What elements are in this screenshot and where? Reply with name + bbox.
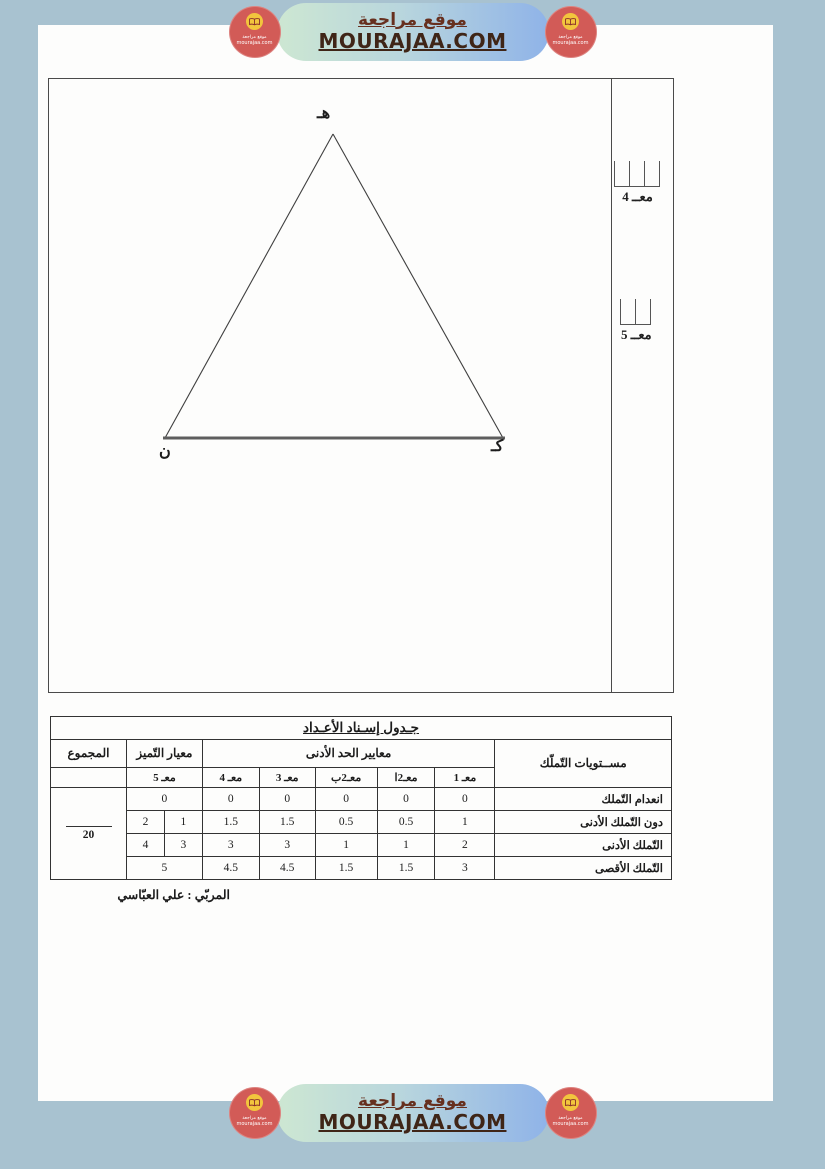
site-name-arabic: موقع مراجعة <box>358 1090 467 1111</box>
table-cell: 1.5 <box>315 857 377 880</box>
table-cell: 0 <box>435 788 495 811</box>
site-logo <box>545 1087 597 1139</box>
site-logo <box>545 6 597 58</box>
site-domain-link[interactable]: MOURAJAA.COM <box>318 1110 507 1135</box>
table-cell: 4.5 <box>202 857 259 880</box>
table-cell: 3 <box>435 857 495 880</box>
subheader-crit-4: معـ 4 <box>202 768 259 788</box>
score-box[interactable] <box>644 161 660 187</box>
table-cell: 0 <box>202 788 259 811</box>
vertex-label-bottom-left: ن <box>159 443 171 460</box>
table-cell: 4.5 <box>259 857 315 880</box>
book-icon <box>246 13 263 30</box>
vertex-label-bottom-right: كـ <box>491 438 504 455</box>
header-total: المجموع <box>51 740 127 768</box>
score-label-crit-4: معــ 4 <box>622 189 653 204</box>
table-cell: 0.5 <box>315 811 377 834</box>
table-cell: 2 <box>435 834 495 857</box>
total-value: 20 <box>82 829 95 841</box>
site-title-pill <box>277 3 549 61</box>
triangle-figure <box>49 79 611 692</box>
score-box[interactable] <box>635 299 651 325</box>
table-cell: 3 <box>202 834 259 857</box>
score-cells[interactable] <box>615 161 660 187</box>
site-title-pill <box>277 1084 549 1142</box>
subheader-total-blank <box>51 768 127 788</box>
table-cell: 1.5 <box>259 811 315 834</box>
site-logo <box>229 1087 281 1139</box>
logo-site-domain: mourajaa.com <box>236 1121 273 1128</box>
footer-banner <box>0 1084 825 1142</box>
header-min-criteria: معايير الحد الأدنى <box>202 740 494 768</box>
score-cells[interactable] <box>621 299 651 325</box>
row-label-no-mastery: انعدام التّملك <box>495 788 672 811</box>
logo-site-name: موقع مراجعة <box>558 35 583 40</box>
subheader-crit-2b: معـ2ب <box>315 768 377 788</box>
table-cell: 0 <box>315 788 377 811</box>
score-box[interactable] <box>620 299 636 325</box>
table-cell: 1 <box>315 834 377 857</box>
score-box[interactable] <box>614 161 630 187</box>
total-score-cell <box>51 788 127 880</box>
logo-site-name: موقع مراجعة <box>242 1116 267 1121</box>
table-cell: 1 <box>377 834 435 857</box>
table-cell: 3 <box>259 834 315 857</box>
table-cell: 1.5 <box>202 811 259 834</box>
table-cell: 0.5 <box>377 811 435 834</box>
total-blank-line <box>66 826 112 827</box>
site-name-arabic: موقع مراجعة <box>358 9 467 30</box>
logo-site-domain: mourajaa.com <box>552 40 589 47</box>
vertex-label-top: هـ <box>317 105 331 122</box>
header-banner <box>0 3 825 61</box>
table-cell: 1 <box>435 811 495 834</box>
table-cell: 0 <box>126 788 202 811</box>
subheader-crit-5: معـ 5 <box>126 768 202 788</box>
table-cell: 1 <box>164 811 202 834</box>
subheader-crit-2a: معـ2ا <box>377 768 435 788</box>
score-box[interactable] <box>629 161 645 187</box>
row-label-minimum-mastery: التّملك الأدنى <box>495 834 672 857</box>
score-boxes-crit-5 <box>621 299 652 343</box>
table-cell: 5 <box>126 857 202 880</box>
table-title: جـدول إسـناد الأعـداد <box>51 717 672 740</box>
row-label-maximum-mastery: التّملك الأقصى <box>495 857 672 880</box>
score-boxes-crit-4 <box>615 161 660 205</box>
table-cell: 0 <box>259 788 315 811</box>
book-icon <box>246 1094 263 1111</box>
subheader-crit-3: معـ 3 <box>259 768 315 788</box>
table-cell: 1.5 <box>377 857 435 880</box>
book-icon <box>562 1094 579 1111</box>
subheader-crit-1: معـ 1 <box>435 768 495 788</box>
logo-site-domain: mourajaa.com <box>552 1121 589 1128</box>
margin-divider-line <box>611 79 612 692</box>
logo-site-name: موقع مراجعة <box>242 35 267 40</box>
score-label-crit-5: معــ 5 <box>621 327 652 342</box>
site-domain-link[interactable]: MOURAJAA.COM <box>318 29 507 54</box>
header-excellence: معيار التّميز <box>126 740 202 768</box>
logo-site-name: موقع مراجعة <box>558 1116 583 1121</box>
table-cell: 4 <box>126 834 164 857</box>
table-cell: 0 <box>377 788 435 811</box>
grading-table <box>50 716 672 880</box>
book-icon <box>562 13 579 30</box>
header-levels: مســتويات التّملّك <box>495 740 672 788</box>
geometry-answer-box <box>48 78 674 693</box>
logo-site-domain: mourajaa.com <box>236 40 273 47</box>
teacher-signature: المربّي : علي العبّاسي <box>117 888 230 902</box>
table-cell: 3 <box>164 834 202 857</box>
site-logo <box>229 6 281 58</box>
table-cell: 2 <box>126 811 164 834</box>
row-label-below-minimum: دون التّملك الأدنى <box>495 811 672 834</box>
